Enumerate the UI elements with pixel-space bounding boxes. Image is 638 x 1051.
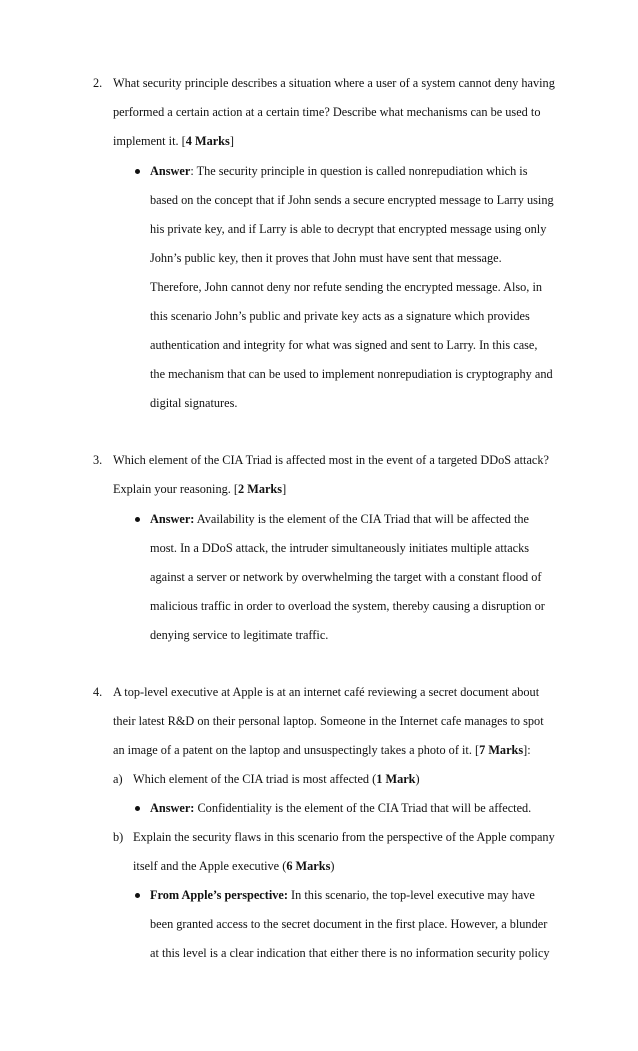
q4b-label: b) xyxy=(113,830,124,844)
q2-answer-line-3: his private key, and if Larry is able to decrypt that encrypted message using only xyxy=(150,222,547,236)
q4b-answer-bullet xyxy=(135,893,140,898)
q4-text-line-2: their latest R&D on their personal laptop. Someone in the Internet cafe manages to spot xyxy=(113,714,544,728)
q4-marks: 7 Marks xyxy=(479,743,524,757)
q3-text-line-1: Which element of the CIA Triad is affected most in the event of a targeted DDoS attack? xyxy=(113,453,549,467)
q4a-answer-bullet xyxy=(135,806,140,811)
q4a-answer-line: Answer: Confidentiality is the element of the CIA Triad that will be affected. xyxy=(150,801,532,815)
q2-number: 2. xyxy=(93,76,103,90)
q3-answer-line-3: against a server or network by overwhelming the target with a constant flood of xyxy=(150,570,542,584)
q4a-marks: 1 Mark xyxy=(376,772,416,786)
q2-answer-line-4: John’s public key, then it proves that John must have sent that message. xyxy=(150,251,502,265)
q4b-answer-line-1: From Apple’s perspective: In this scenario, the top-level executive may have xyxy=(150,888,535,902)
q2-answer-line-9: digital signatures. xyxy=(150,396,238,410)
q3-answer-label: Answer: xyxy=(150,512,195,526)
q3-answer-line-2: most. In a DDoS attack, the intruder simultaneously initiates multiple attacks xyxy=(150,541,530,555)
q4b-marks: 6 Marks xyxy=(286,859,331,873)
q2-answer-label: Answer xyxy=(150,164,191,178)
q4-text-line-3: an image of a patent on the laptop and unsuspectingly takes a photo of it. [7 Marks]: xyxy=(113,743,531,757)
q2-answer-line-8: the mechanism that can be used to implement nonrepudiation is cryptography and xyxy=(150,367,553,381)
q2-text-line-3: implement it. [4 Marks] xyxy=(113,134,234,148)
q3-marks: 2 Marks xyxy=(238,482,283,496)
q4b-answer-line-2: been granted access to the secret document in the first place. However, a blunder xyxy=(150,917,548,931)
q3-answer-line-5: denying service to legitimate traffic. xyxy=(150,628,329,642)
q4-number: 4. xyxy=(93,685,103,699)
q2-marks: 4 Marks xyxy=(185,134,230,148)
q4a-text: Which element of the CIA triad is most affected (1 Mark) xyxy=(133,772,420,786)
q4-text-line-1: A top-level executive at Apple is at an internet café reviewing a secret document about xyxy=(113,685,540,699)
q4a-answer-label: Answer: xyxy=(150,801,195,815)
q4b-text-line-1: Explain the security flaws in this scenario from the perspective of the Apple company xyxy=(133,830,555,844)
q3-number: 3. xyxy=(93,453,103,467)
q2-text-line-1: What security principle describes a situation where a user of a system cannot deny having xyxy=(113,76,555,90)
q3-answer-line-4: malicious traffic in order to overload the system, thereby causing a disruption or xyxy=(150,599,545,613)
q2-text-line-2: performed a certain action at a certain time? Describe what mechanisms can be used to xyxy=(113,105,541,119)
q2-answer-line-5: Therefore, John cannot deny nor refute sending the encrypted message. Also, in xyxy=(150,280,543,294)
q4b-answer-line-3: at this level is a clear indication that either there is no information security policy xyxy=(150,946,550,960)
q4b-text-line-2: itself and the Apple executive (6 Marks) xyxy=(133,859,335,873)
q2-answer-line-7: authentication and integrity for what was signed and sent to Larry. In this case, xyxy=(150,338,538,352)
q2-answer-line-2: based on the concept that if John sends a secure encrypted message to Larry using xyxy=(150,193,554,207)
q2-answer-line-6: this scenario John’s public and private key acts as a signature which provides xyxy=(150,309,530,323)
q3-answer-bullet xyxy=(135,517,140,522)
q3-answer-line-1: Answer: Availability is the element of the CIA Triad that will be affected the xyxy=(150,512,529,526)
q4a-label: a) xyxy=(113,772,123,786)
q2-answer-line-1: Answer: The security principle in question is called nonrepudiation which is xyxy=(150,164,528,178)
q3-text-line-2: Explain your reasoning. [2 Marks] xyxy=(113,482,287,496)
q2-answer-bullet xyxy=(135,169,140,174)
q4b-answer-label: From Apple’s perspective: xyxy=(150,888,288,902)
